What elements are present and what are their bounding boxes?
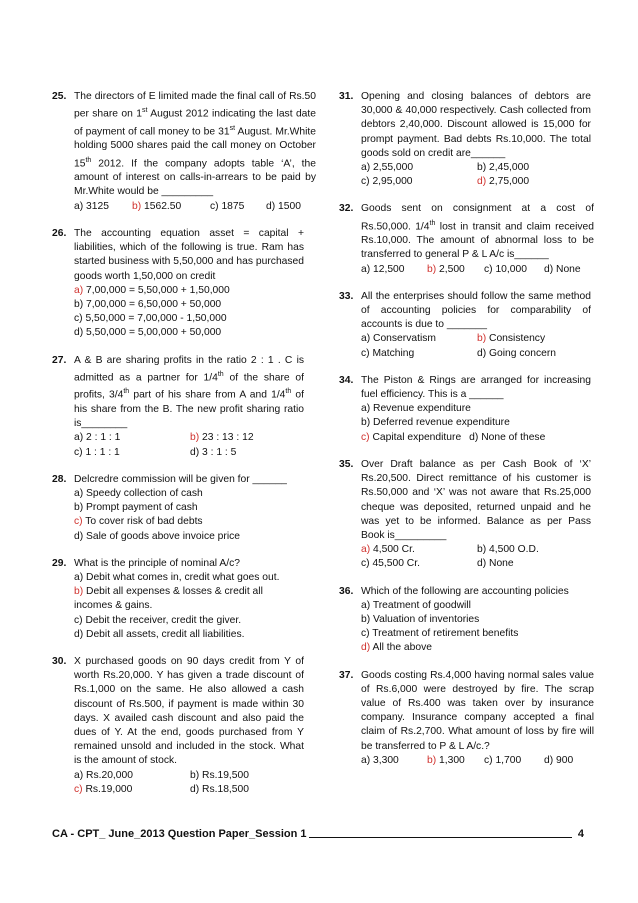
option-letter: b) [74, 586, 84, 598]
question-27 [52, 354, 304, 460]
option-letter: c) [361, 176, 370, 188]
option-d [469, 432, 545, 443]
option-d [74, 629, 245, 640]
option-text: 4,500 Cr. [370, 544, 415, 556]
question-stem: The directors of E limited made the final call of Rs.50 per share on 1st August 2012 indicating the last date of payment of call money to be 31st August. Mr.White holding 5000 shares paid the call money on October 15th 2012. If the company adopts table ‘A’, the amount of interest on calls-in-arrears to be paid by Mr.White would be _________ [74, 91, 316, 198]
option-b [361, 417, 510, 428]
option-b [190, 432, 254, 443]
left-column [52, 90, 316, 810]
option-text: Matching [369, 347, 415, 359]
option-text: None [553, 263, 581, 275]
option-text: Valuation of inventories [370, 613, 480, 625]
option-text: 2,55,000 [370, 162, 414, 174]
option-b [477, 162, 529, 173]
page-number: 4 [577, 828, 584, 840]
option-text: 2 : 1 : 1 [83, 432, 121, 444]
option-text: 1562.50 [141, 200, 182, 212]
option-d [361, 642, 432, 653]
option-letter: d) [190, 446, 200, 458]
option-letter: d) [74, 628, 84, 640]
option-d [190, 447, 236, 458]
option-letter: a) [74, 284, 84, 296]
footer-rule [309, 836, 572, 838]
option-letter: c) [484, 754, 493, 766]
option-text: To cover risk of bad debts [82, 516, 203, 528]
option-letter: b) [477, 544, 487, 556]
option-letter: c) [361, 558, 370, 570]
option-text: 1500 [275, 200, 301, 212]
option-letter: c) [361, 628, 370, 640]
option-d [477, 558, 514, 569]
question-34 [339, 374, 591, 445]
option-letter: a) [361, 263, 371, 275]
question-35 [339, 458, 591, 572]
option-text: None [486, 558, 514, 570]
option-d [190, 784, 249, 795]
option-text: 1875 [218, 200, 245, 212]
question-32 [339, 202, 594, 276]
option-a [361, 162, 413, 173]
option-d [74, 531, 240, 542]
option-b [477, 333, 545, 344]
option-letter: d) [477, 347, 487, 359]
option-c [361, 432, 461, 443]
option-text: Treatment of goodwill [370, 599, 471, 611]
option-letter: c) [74, 516, 83, 528]
option-text: Debit all assets, credit all liabilities. [83, 628, 245, 640]
question-stem: Opening and closing balances of debtors are 30,000 & 40,000 respectively. Cash collected from debtors 2,40,000. Discount allowed is 15,000 for prompt payment. Bad debts Rs.10,000. The total goods sold on credit are______ [361, 91, 591, 159]
question-stem: What is the principle of nominal A/c? [74, 557, 240, 569]
option-text: 4,500 O.D. [486, 544, 539, 556]
option-letter: a) [361, 754, 371, 766]
option-text: Sale of goods above invoice price [83, 530, 240, 542]
option-text: 3125 [83, 200, 109, 212]
question-number: 36. [339, 585, 354, 597]
option-text: 7,00,000 = 5,50,000 + 1,50,000 [83, 284, 230, 296]
option-text: 10,000 [492, 263, 527, 275]
option-text: 900 [553, 754, 574, 766]
question-number: 28. [52, 473, 67, 485]
option-b [74, 502, 198, 513]
option-letter: b) [74, 298, 84, 310]
question-stem: All the enterprises should follow the same method of accounting policies for comparability of accounts is due to _______ [361, 290, 591, 331]
option-letter: b) [74, 502, 84, 514]
option-text: 45,500 Cr. [369, 558, 420, 570]
option-letter: a) [361, 599, 371, 611]
option-letter: c) [74, 783, 83, 795]
option-text: Debit what comes in, credit what goes out. [83, 572, 280, 583]
option-text: 5,50,000 = 7,00,000 - 1,50,000 [82, 313, 227, 325]
option-c [361, 558, 420, 569]
option-c [210, 201, 244, 212]
question-36 [339, 585, 591, 656]
option-a [361, 755, 399, 766]
option-b [361, 614, 479, 625]
option-d [74, 327, 221, 338]
option-c [484, 755, 521, 766]
option-text: 1,700 [492, 754, 522, 766]
option-letter: b) [361, 613, 371, 625]
option-text: Conservatism [370, 333, 436, 345]
option-b [74, 586, 263, 611]
question-stem: The accounting equation asset = capital + liabilities, which of the following is true. Ram has started business with 5,50,000 and has purchased goods worth 1,50,000 on credit [74, 227, 304, 282]
option-letter: d) [361, 642, 371, 654]
footer-title: CA - CPT_ June_2013 Question Paper_Session 1 [52, 828, 307, 840]
option-letter: a) [361, 544, 371, 556]
option-c [74, 784, 132, 795]
option-c [361, 176, 413, 187]
question-31 [339, 90, 591, 189]
option-text: Rs.20,000 [83, 769, 133, 781]
question-number: 27. [52, 354, 67, 366]
option-letter: a) [74, 769, 84, 781]
question-26 [52, 227, 304, 341]
option-letter: b) [477, 162, 487, 174]
question-number: 32. [339, 203, 354, 215]
question-stem: A & B are sharing profits in the ratio 2 : 1 . C is admitted as a partner for 1/4th of the share of profits, 3/4th part of his share from A and 1/4th of his share from the B. The new profit sharing ratio is________ [74, 354, 304, 430]
option-text: 2,75,000 [486, 176, 530, 188]
option-b [132, 201, 181, 212]
option-text: Going concern [486, 347, 556, 359]
option-b [427, 264, 465, 275]
option-letter: c) [210, 200, 219, 212]
option-b [427, 755, 465, 766]
option-letter: d) [544, 263, 554, 275]
option-a [361, 544, 415, 555]
option-text: Speedy collection of cash [83, 487, 203, 499]
option-letter: d) [74, 327, 84, 339]
option-a [74, 201, 109, 212]
option-text: Deferred revenue expenditure [370, 417, 510, 429]
option-letter: d) [190, 783, 200, 795]
option-letter: d) [477, 176, 487, 188]
option-text: Consistency [486, 333, 546, 345]
option-b [74, 299, 221, 310]
option-letter: c) [74, 614, 83, 626]
option-c [74, 615, 241, 626]
option-text: Capital expenditure [369, 431, 462, 443]
option-text: 2,45,000 [486, 162, 530, 174]
question-stem: The Piston & Rings are arranged for increasing fuel efficiency. This is a ______ [361, 374, 591, 401]
question-number: 34. [339, 374, 354, 386]
option-c [361, 348, 414, 359]
option-a [74, 488, 203, 499]
option-d [544, 755, 573, 766]
option-text: Rs.19,500 [199, 769, 249, 781]
option-letter: d) [469, 431, 479, 443]
option-d [266, 201, 301, 212]
option-text: 5,50,000 = 5,00,000 + 50,000 [83, 327, 222, 339]
question-number: 30. [52, 656, 67, 668]
option-letter: d) [266, 200, 276, 212]
option-letter: a) [74, 572, 84, 583]
option-a [74, 572, 279, 583]
option-letter: c) [484, 263, 493, 275]
right-column [339, 90, 594, 781]
option-letter: c) [74, 446, 83, 458]
option-d [477, 176, 529, 187]
option-text: 2,95,000 [369, 176, 413, 188]
question-number: 31. [339, 91, 354, 102]
option-text: Debit all expenses & losses & credit all incomes & gains. [74, 586, 263, 612]
option-letter: d) [477, 558, 487, 570]
option-text: Rs.18,500 [199, 783, 249, 795]
option-letter: a) [361, 403, 371, 415]
option-a [74, 285, 230, 296]
option-letter: a) [74, 487, 84, 499]
option-text: 1 : 1 : 1 [82, 446, 120, 458]
option-text: 3,300 [370, 754, 399, 766]
page-footer [52, 828, 584, 840]
question-number: 25. [52, 91, 67, 102]
option-text: Rs.19,000 [82, 783, 133, 795]
option-letter: b) [190, 769, 200, 781]
question-stem: Which of the following are accounting policies [361, 585, 569, 597]
question-number: 35. [339, 458, 354, 470]
option-text: 2,500 [436, 263, 465, 275]
option-c [74, 313, 227, 324]
option-c [484, 264, 527, 275]
question-number: 29. [52, 557, 67, 569]
question-33 [339, 290, 591, 361]
option-a [74, 770, 133, 781]
option-letter: a) [74, 200, 84, 212]
option-letter: b) [427, 754, 437, 766]
option-letter: d) [74, 530, 84, 542]
option-a [361, 403, 471, 414]
option-a [361, 264, 405, 275]
option-letter: b) [190, 432, 200, 444]
option-letter: b) [427, 263, 437, 275]
option-d [544, 264, 581, 275]
option-letter: c) [361, 431, 370, 443]
question-28 [52, 473, 304, 544]
option-letter: a) [361, 333, 371, 345]
option-letter: c) [74, 313, 83, 325]
option-a [361, 600, 471, 611]
option-text: 1,300 [436, 754, 465, 766]
question-30 [52, 655, 304, 797]
option-text: Revenue expenditure [370, 403, 471, 415]
question-number: 33. [339, 290, 354, 302]
option-c [74, 447, 120, 458]
option-a [361, 333, 436, 344]
option-text: 23 : 13 : 12 [199, 432, 254, 444]
option-text: 12,500 [370, 263, 405, 275]
question-number: 26. [52, 227, 67, 239]
option-text: All the above [370, 642, 432, 654]
option-text: 3 : 1 : 5 [199, 446, 237, 458]
option-letter: b) [477, 333, 487, 345]
option-c [361, 628, 518, 639]
option-text: None of these [478, 431, 546, 443]
question-25 [52, 90, 316, 214]
option-c [74, 516, 203, 527]
option-b [477, 544, 539, 555]
question-37 [339, 669, 594, 768]
option-text: Prompt payment of cash [83, 502, 198, 514]
option-letter: d) [544, 754, 554, 766]
option-text: Treatment of retirement benefits [369, 628, 519, 640]
option-letter: c) [361, 347, 370, 359]
question-number: 37. [339, 669, 354, 681]
question-29 [52, 557, 304, 642]
option-b [190, 770, 249, 781]
question-stem: Delcredre commission will be given for ______ [74, 473, 287, 485]
option-letter: b) [361, 417, 371, 429]
option-text: 7,00,000 = 6,50,000 + 50,000 [83, 298, 222, 310]
option-letter: a) [361, 162, 371, 174]
question-stem: Goods costing Rs.4,000 having normal sales value of Rs.6,000 were destroyed by fire. The scrap value of Rs.400 was taken over by insurance company. Insurance company accepted a final claim of Rs.2,700. What amount of loss by fire will be transferred to P & L A/c.? [361, 669, 594, 752]
option-d [477, 348, 556, 359]
option-a [74, 432, 120, 443]
question-stem: X purchased goods on 90 days credit from Y of worth Rs.20,000. Y has given a trade discount of Rs.1,000 on the same. He also allowed a cash discount of Rs.500, if payment is made within 30 days. X availed cash discount and also paid the dues of Y. At the end, goods purchased from Y remained unsold and included in the stock. What is the amount of stock. [74, 656, 304, 767]
option-text: Debit the receiver, credit the giver. [82, 614, 242, 626]
question-stem: Over Draft balance as per Cash Book of ‘X’ Rs.20,500. Direct remittance of his customer is Rs.50,000 and ‘X’ was not aware that Rs.25,000 cheque was deposited, returned unpaid and he was yet to be informed. Balance as per Pass Book is_________ [361, 458, 591, 541]
question-stem: Goods sent on consignment at a cost of Rs.50,000. 1/4th lost in transit and claim received Rs.10,000. The amount of abnormal loss to be transferred to general P & L A/c is______ [361, 203, 594, 261]
option-letter: b) [132, 200, 142, 212]
option-letter: a) [74, 432, 84, 444]
